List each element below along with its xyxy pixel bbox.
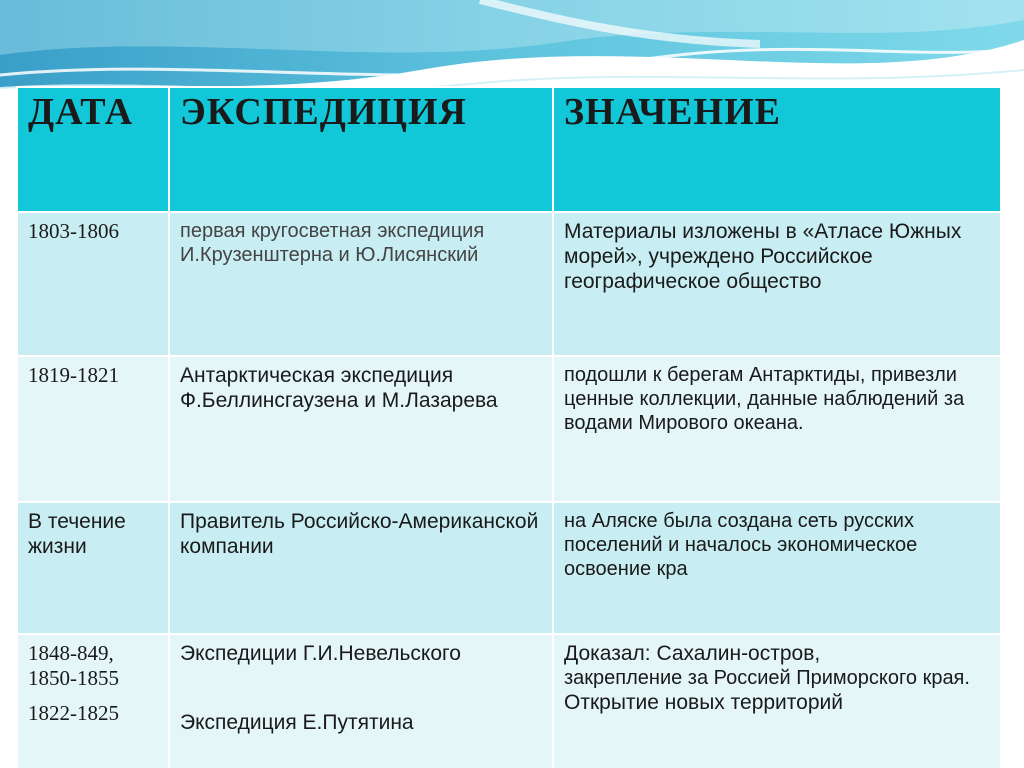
meaning-line: Доказал: Сахалин-остров, — [564, 642, 821, 665]
cell-meaning: на Аляске была создана сеть русских поселений и началось экономическое освоение кра — [553, 502, 1001, 634]
header-expedition: ЭКСПЕДИЦИЯ — [169, 87, 553, 212]
cell-date: 1819-1821 — [17, 356, 169, 502]
cell-date — [17, 634, 169, 768]
cell-meaning: Материалы изложены в «Атласе Южных морей», учреждено Российское географическое общество — [553, 212, 1001, 356]
cell-expedition: первая кругосветная экспедиция И.Крузенштерна и Ю.Лисянский — [169, 212, 553, 356]
table-row — [17, 356, 1001, 502]
header-date: ДАТА — [17, 87, 169, 212]
cell-meaning — [553, 634, 1001, 768]
date-line: 1822-1825 — [28, 701, 119, 726]
date-line: 1850-1855 — [28, 666, 119, 691]
expeditions-table — [16, 86, 1002, 768]
expedition-line: Экспедиция Е.Путятина — [180, 711, 414, 735]
expedition-line: Экспедиции Г.И.Невельского — [180, 642, 461, 665]
cell-expedition — [169, 634, 553, 768]
table-row — [17, 502, 1001, 634]
date-line: 1848-849, — [28, 641, 114, 665]
meaning-line: закрепление за Россией Приморского края. — [564, 667, 970, 690]
cell-meaning: подошли к берегам Антарктиды, привезли ценные коллекции, данные наблюдений за водами Мирового океана. — [553, 356, 1001, 502]
cell-date: 1803-1806 — [17, 212, 169, 356]
meaning-line: Открытие новых территорий — [564, 691, 843, 715]
table-row — [17, 634, 1001, 768]
header-meaning: ЗНАЧЕНИЕ — [553, 87, 1001, 212]
table-header-row — [17, 87, 1001, 212]
cell-expedition: Правитель Российско-Американской компании — [169, 502, 553, 634]
cell-expedition: Антарктическая экспедиция Ф.Беллинсгаузена и М.Лазарева — [169, 356, 553, 502]
cell-date: В течение жизни — [17, 502, 169, 634]
table-row — [17, 212, 1001, 356]
